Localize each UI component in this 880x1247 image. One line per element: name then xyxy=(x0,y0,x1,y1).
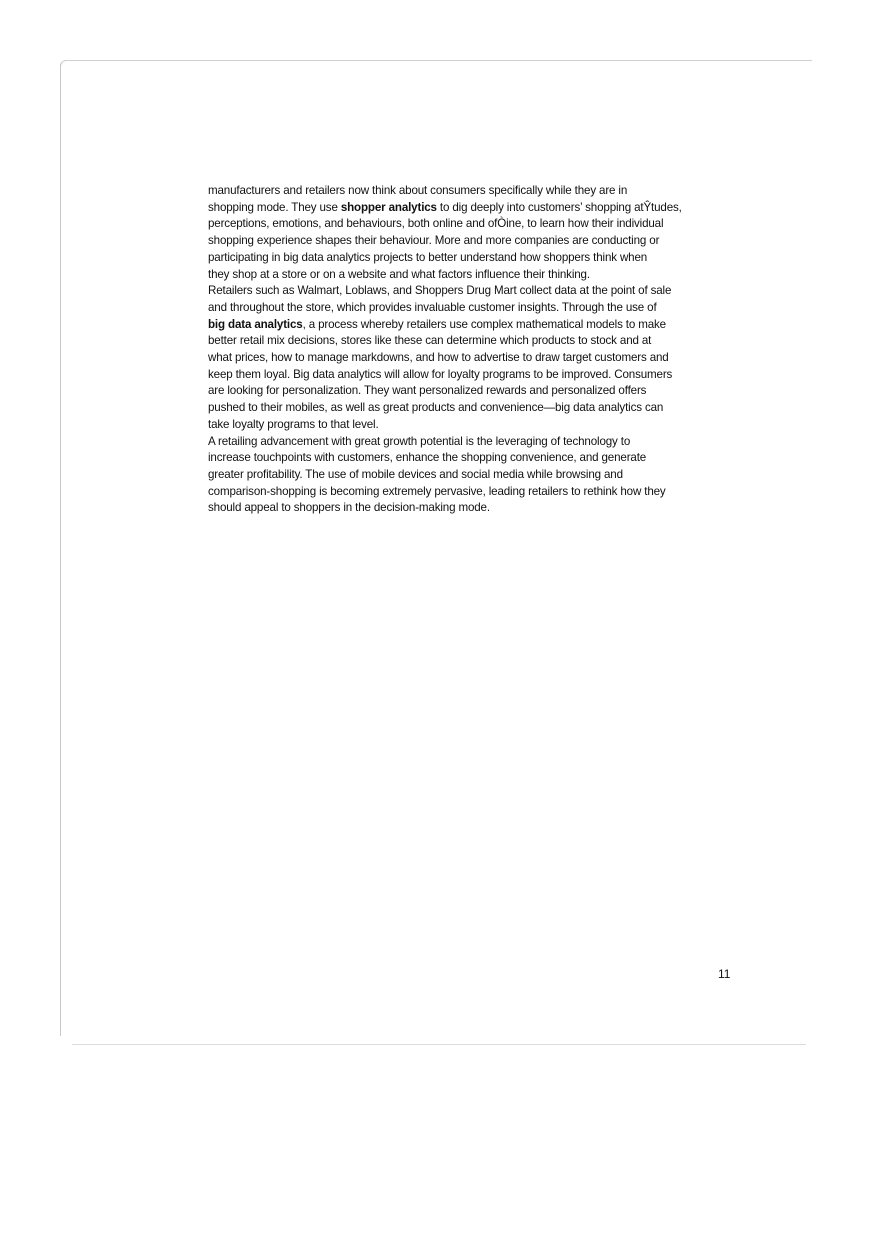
text-run: participating in big data analytics projects to better understand how shoppers think when xyxy=(208,250,648,264)
paragraph xyxy=(208,183,682,283)
text-run: are looking for personalization. They want personalized rewards and personalized offers xyxy=(208,384,647,398)
text-line xyxy=(208,300,682,317)
text-line xyxy=(208,467,682,484)
text-line xyxy=(208,333,682,350)
text-run: what prices, how to manage markdowns, and how to advertise to draw target customers and xyxy=(208,351,669,365)
text-line xyxy=(208,200,682,217)
text-run: shopping mode. They use xyxy=(208,200,341,214)
page-border-top xyxy=(64,60,812,61)
text-run: take loyalty programs to that level. xyxy=(208,417,379,431)
text-run: and throughout the store, which provides invaluable customer insights. Through the use of xyxy=(208,300,657,314)
page-border-corner xyxy=(60,60,69,69)
text-run: increase touchpoints with customers, enhance the shopping convenience, and generate xyxy=(208,451,647,465)
page-border-bottom xyxy=(72,1044,806,1045)
paragraph xyxy=(208,434,682,518)
text-line xyxy=(208,400,682,417)
text-run: Retailers such as Walmart, Loblaws, and Shoppers Drug Mart collect data at the point of sale xyxy=(208,284,672,298)
text-run: better retail mix decisions, stores like these can determine which products to stock and at xyxy=(208,334,652,348)
text-run: to dig deeply into customers’ shopping atŶtudes, xyxy=(436,200,682,214)
text-line xyxy=(208,317,682,334)
paragraph xyxy=(208,283,682,433)
text-line xyxy=(208,216,682,233)
text-run: comparison-shopping is becoming extremely pervasive, leading retailers to rethink how they xyxy=(208,484,666,498)
text-run: pushed to their mobiles, as well as great products and convenience—big data analytics can xyxy=(208,401,664,415)
text-run: manufacturers and retailers now think about consumers specifically while they are in xyxy=(208,184,628,197)
text-run: A retailing advancement with great growth potential is the leveraging of technology to xyxy=(208,434,631,448)
text-run: greater profitability. The use of mobile devices and social media while browsing and xyxy=(208,467,623,481)
text-run: shopping experience shapes their behaviour. More and more companies are conducting or xyxy=(208,234,660,248)
text-line xyxy=(208,283,682,300)
text-line xyxy=(208,233,682,250)
page-border-left xyxy=(60,64,61,1036)
text-run: , a process whereby retailers use complex mathematical models to make xyxy=(302,317,666,331)
text-line xyxy=(208,484,682,501)
text-run: perceptions, emotions, and behaviours, both online and ofÒine, to learn how their individual xyxy=(208,217,664,231)
text-line xyxy=(208,450,682,467)
text-line xyxy=(208,250,682,267)
text-line xyxy=(208,383,682,400)
text-line xyxy=(208,367,682,384)
text-line xyxy=(208,434,682,451)
text-run: they shop at a store or on a website and what factors influence their thinking. xyxy=(208,267,590,281)
text-run: should appeal to shoppers in the decision-making mode. xyxy=(208,501,490,515)
text-line xyxy=(208,500,682,517)
text-line xyxy=(208,350,682,367)
bold-term: big data analytics xyxy=(208,317,303,331)
bold-term: shopper analytics xyxy=(340,200,437,214)
text-line xyxy=(208,267,682,284)
document-body xyxy=(208,183,682,517)
text-line xyxy=(208,183,682,200)
text-run: keep them loyal. Big data analytics will allow for loyalty programs to be improved. Consumers xyxy=(208,367,673,381)
text-line xyxy=(208,417,682,434)
page-number: 11 xyxy=(718,967,731,981)
